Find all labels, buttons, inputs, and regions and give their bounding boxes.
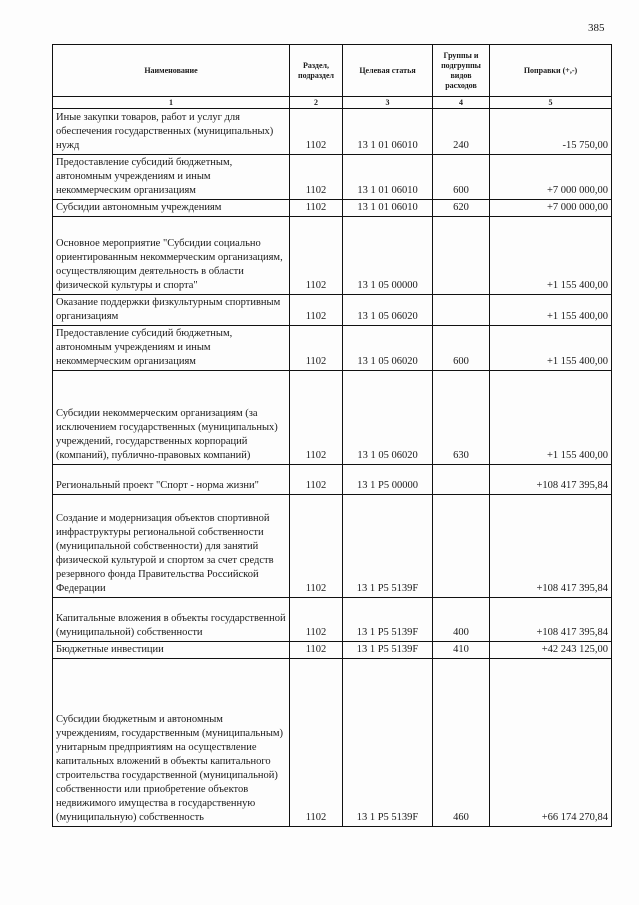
table-row <box>53 295 612 326</box>
table-row <box>53 642 612 659</box>
row-group: 460 <box>433 659 490 827</box>
row-name: Субсидии автономным учреждениям <box>53 200 290 217</box>
row-group: 240 <box>433 109 490 155</box>
row-section: 1102 <box>290 155 343 200</box>
header-target: Целевая статья <box>343 45 433 97</box>
budget-table <box>52 44 612 827</box>
row-name: Субсидии некоммерческим организациям (за исключением государственных (муниципальных) учреждений, государственных корпораций (компаний), публично-правовых компаний) <box>53 371 290 465</box>
header-groups: Группы и подгруппы видов расходов <box>433 45 490 97</box>
row-section: 1102 <box>290 217 343 295</box>
row-amount: +1 155 400,00 <box>490 295 612 326</box>
row-section: 1102 <box>290 326 343 371</box>
row-section: 1102 <box>290 295 343 326</box>
column-number-row <box>53 97 612 109</box>
row-target: 13 1 01 06010 <box>343 200 433 217</box>
row-section: 1102 <box>290 659 343 827</box>
row-group <box>433 465 490 495</box>
row-name: Капитальные вложения в объекты государственной (муниципальной) собственности <box>53 598 290 642</box>
row-group <box>433 295 490 326</box>
row-amount: +1 155 400,00 <box>490 217 612 295</box>
row-target: 13 1 P5 5139F <box>343 495 433 598</box>
table-row <box>53 326 612 371</box>
row-name: Предоставление субсидий бюджетным, автономным учреждениям и иным некоммерческим организациям <box>53 326 290 371</box>
row-amount: +66 174 270,84 <box>490 659 612 827</box>
table-row <box>53 200 612 217</box>
row-group <box>433 495 490 598</box>
row-name: Основное мероприятие "Субсидии социально ориентированным некоммерческим организациям, осуществляющим деятельность в области физической культуры и спорта" <box>53 217 290 295</box>
row-target: 13 1 P5 5139F <box>343 598 433 642</box>
column-number: 2 <box>290 97 343 109</box>
column-number: 1 <box>53 97 290 109</box>
row-section: 1102 <box>290 200 343 217</box>
row-name: Предоставление субсидий бюджетным, автономным учреждениям и иным некоммерческим организациям <box>53 155 290 200</box>
row-section: 1102 <box>290 109 343 155</box>
column-number: 3 <box>343 97 433 109</box>
table-row <box>53 371 612 465</box>
row-target: 13 1 05 06020 <box>343 295 433 326</box>
row-name: Региональный проект "Спорт - норма жизни" <box>53 465 290 495</box>
row-amount: +108 417 395,84 <box>490 495 612 598</box>
row-group: 600 <box>433 155 490 200</box>
row-group: 410 <box>433 642 490 659</box>
table-header-row <box>53 45 612 97</box>
row-name: Бюджетные инвестиции <box>53 642 290 659</box>
row-target: 13 1 P5 5139F <box>343 642 433 659</box>
row-group: 400 <box>433 598 490 642</box>
row-group: 620 <box>433 200 490 217</box>
row-section: 1102 <box>290 495 343 598</box>
page-number: 385 <box>588 22 605 34</box>
row-group: 600 <box>433 326 490 371</box>
table-row <box>53 495 612 598</box>
row-target: 13 1 P5 5139F <box>343 659 433 827</box>
row-target: 13 1 01 06010 <box>343 155 433 200</box>
row-section: 1102 <box>290 371 343 465</box>
row-target: 13 1 P5 00000 <box>343 465 433 495</box>
table-row <box>53 659 612 827</box>
column-number: 5 <box>490 97 612 109</box>
row-group <box>433 217 490 295</box>
row-amount: +1 155 400,00 <box>490 371 612 465</box>
header-name: Наименование <box>53 45 290 97</box>
row-name: Субсидии бюджетным и автономным учреждениям, государственным (муниципальным) унитарным предприятиям на осуществление капитальных вложений в объекты капитального строительства государственной (муниципальной) собственности или приобретение объектов недвижимого имущества в государственную (муниципальную) собственность <box>53 659 290 827</box>
table-row <box>53 155 612 200</box>
row-name: Создание и модернизация объектов спортивной инфраструктуры региональной собственности (муниципальной собственности) для занятий физической культурой и спортом за счет средств резервного фонда Правительства Российской Федерации <box>53 495 290 598</box>
row-target: 13 1 05 06020 <box>343 371 433 465</box>
table-row <box>53 598 612 642</box>
header-section: Раздел, подраздел <box>290 45 343 97</box>
table-row <box>53 109 612 155</box>
row-amount: +42 243 125,00 <box>490 642 612 659</box>
header-amendments: Поправки (+,-) <box>490 45 612 97</box>
row-amount: +7 000 000,00 <box>490 155 612 200</box>
table-row <box>53 217 612 295</box>
row-amount: -15 750,00 <box>490 109 612 155</box>
row-amount: +108 417 395,84 <box>490 598 612 642</box>
row-target: 13 1 05 06020 <box>343 326 433 371</box>
row-amount: +1 155 400,00 <box>490 326 612 371</box>
row-target: 13 1 01 06010 <box>343 109 433 155</box>
row-section: 1102 <box>290 642 343 659</box>
row-amount: +108 417 395,84 <box>490 465 612 495</box>
row-group: 630 <box>433 371 490 465</box>
row-target: 13 1 05 00000 <box>343 217 433 295</box>
row-name: Оказание поддержки физкультурным спортивным организациям <box>53 295 290 326</box>
row-amount: +7 000 000,00 <box>490 200 612 217</box>
column-number: 4 <box>433 97 490 109</box>
row-section: 1102 <box>290 598 343 642</box>
table-row <box>53 465 612 495</box>
row-section: 1102 <box>290 465 343 495</box>
row-name: Иные закупки товаров, работ и услуг для обеспечения государственных (муниципальных) нужд <box>53 109 290 155</box>
